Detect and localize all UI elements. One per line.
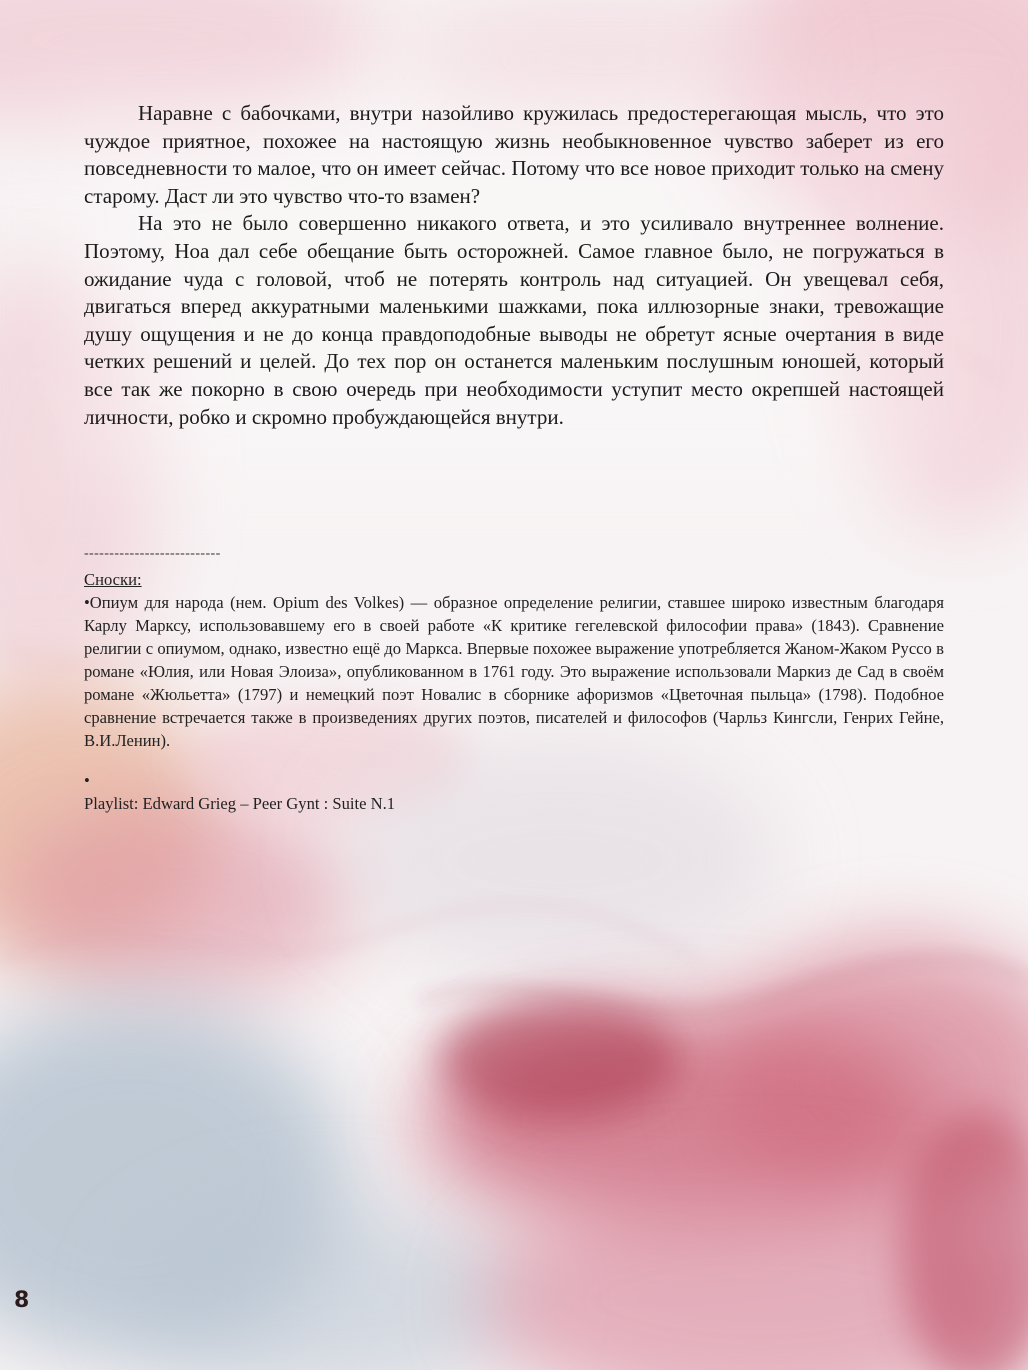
- footnote-opium: •Опиум для народа (нем. Opium des Volkes) — образное определение религии, ставшее широко известным благодаря Карлу Марксу, использовавшему его в своей работе «К критике гегелевской философии права» (1843). Сравнение религии с опиумом, однако, известно ещё до Маркса. Впервые похожее выражение употребляется Жаном-Жаком Руссо в романе «Юлия, или Новая Элоиза», опубликованном в 1761 году. Это выражение использовали Маркиз де Сад в своём романе «Жюльетта» (1797) и немецкий поэт Новалис в сборнике афоризмов «Цветочная пыльца» (1798). Подобное сравнение встречается также в произведениях других поэтов, писателей и философов (Чарльз Кингсли, Генрих Гейне, В.И.Ленин).: [84, 593, 944, 750]
- footnote-divider: ---------------------------: [84, 546, 221, 561]
- footnotes-title: Сноски:: [84, 570, 142, 589]
- paragraph-2: На это не было совершенно никакого ответа, и это усиливало внутреннее волнение. Поэтому, Ноа дал себе обещание быть осторожней. Самое главное было, не погружаться в ожидание чуда с головой, чтоб не потерять контроль над ситуацией. Он увещевал себя, двигаться вперед аккуратными маленькими шажками, пока иллюзорные знаки, тревожащие душу ощущения и не до конца правдоподобные выводы не обретут ясные очертания в виде четких решений и целей. До тех пор он останется маленьким послушным юношей, который все так же покорно в свою очередь при необходимости уступит место окрепшей настоящей личности, робко и скромно пробуждающейся внутри.: [84, 211, 944, 429]
- body-text: [84, 100, 944, 431]
- playlist-line: Playlist: Edward Grieg – Peer Gynt : Suite N.1: [84, 794, 396, 813]
- empty-bullet: •: [84, 771, 90, 790]
- footnotes: [84, 568, 944, 815]
- page-number: 8: [14, 1288, 30, 1313]
- paragraph-1: Наравне с бабочками, внутри назойливо кружилась предостерегающая мысль, что это чуждое приятное, похожее на настоящую жизнь необыкновенное чувство заберет из его повседневности то малое, что он имеет сейчас. Потому что все новое приходит только на смену старому. Даст ли это чувство что-то взамен?: [84, 101, 944, 208]
